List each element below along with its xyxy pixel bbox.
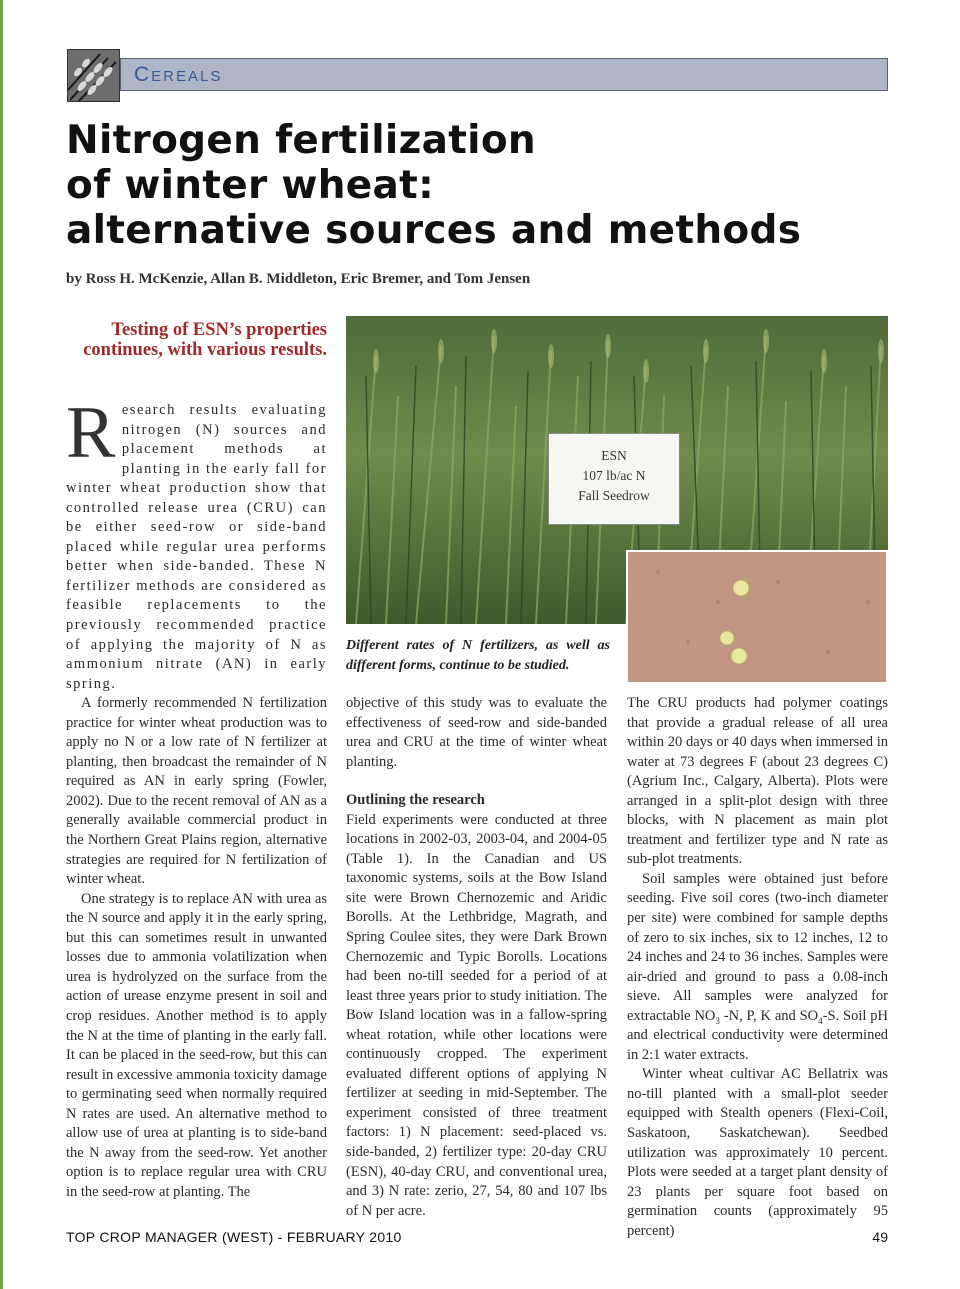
byline: by Ross H. McKenzie, Allan B. Middleton, Eric Bremer, and Tom Jensen [66,271,531,287]
wheat-logo-icon [67,49,120,102]
page-edge-bar [0,0,3,1289]
title-line-3: alternative sources and methods [66,208,802,253]
sign-line-2: 107 lb/ac N [582,468,646,483]
col1-paragraph-3: One strategy is to replace AN with urea as the N source and apply it in the early spring, but this can sometimes result in unwanted losses due to ammonia volatilization when urea is hydrolyzed on the surface from the action of urease enzyme present in soil and crop residues. Another method is to apply the N at the time of planting in the early fall. It can be placed in the seed-row, but this can result in excessive ammonia toxicity damage to germinating seed when normally required N rates are used. An alternative method to allow use of urea at planting is to side-band the N away from the seed-row. Yet another option is to replace regular urea with CRU in the seed-row at planting. The [66,890,327,1200]
subscript-3: 3 [715,1015,720,1026]
col2-paragraph-1: objective of this study was to evaluate the effectiveness of seed-row and side-banded urea and CRU at the time of winter wheat planting. [346,695,607,770]
drop-cap: R [66,392,117,474]
section-band [120,58,888,91]
sign-line-1: ESN [601,448,627,463]
title-line-2: of winter wheat: [66,163,435,208]
column-2 [346,694,607,1221]
col3-paragraph-2 [627,870,888,1065]
col2-paragraph-2: Field experiments were conducted at three locations in 2002-03, 2003-04, and 2004-05 (Table 1). In the Canadian and US taxonomic systems, soils at the Bow Island site were Brown Chernozemic and Aridic Borolls. At the Lethbridge, Magrath, and Spring Coulee sites, they were Dark Brown Chernozemic and Typic Borolls. Locations had been no-till seeded for a period of at least three years prior to study initiation. The Bow Island location was in a fallow-spring wheat rotation, while other locations were continuously cropped. The experiment evaluated different options of applying N fertilizer at seeding in mid-September. The experiment consisted of three treatment factors: 1) N placement: seed-placed vs. side-banded, 2) fertilizer type: 20-day CRU (ESN), 40-day CRU, and conventional urea, and 3) N rate: zerio, 27, 54, 80 and 107 lbs of N per acre. [346,811,607,1219]
col3-paragraph-1: The CRU products had polymer coatings that provide a gradual release of all urea within 20 days or 40 days when immersed in water at 73 degrees F (about 23 degrees C) (Agrium Inc., Calgary, Alberta). Plots were arranged in a split-plot design with three blocks, with N placement as main plot treatment and fertilizer type and N rate as sub-plot treatments. [627,695,888,868]
col3-p2-text-a: Soil samples were obtained just before seeding. Five soil cores (two-inch diameter per site) were combined for sample depths of zero to six inches, six to 12 inches, 12 to 24 inches and 24 to 36 inches. Samples were air-dried and ground to pass a 0.08-inch sieve. All samples were analyzed for extractable NO [627,870,888,1024]
subhead-outlining-research: Outlining the research [346,792,485,809]
page-number: 49 [872,1229,888,1245]
footer-publication: TOP CROP MANAGER (WEST) - FEBRUARY 2010 [66,1229,402,1245]
col1-paragraph-1 [66,392,327,694]
col3-p2-text-b: -N, P, K and SO [719,1007,819,1024]
col3-p2-text-c: -S. Soil pH and electrical conductivity were determined in 2:1 water extracts. [627,1007,888,1063]
column-1 [66,392,327,1202]
col1-paragraph-2: A formerly recommended N fertilization practice for winter wheat production was to apply no N or a low rate of N fertilizer at planting, then broadcast the remainder of N required as AN in early spring (Fowler, 2002). Due to the recent removal of AN as a generally available commercial product in the Northern Great Plains region, alternative strategies are required for N fertilization of winter wheat. [66,695,327,888]
title-line-1: Nitrogen fertilization [66,118,536,163]
photo-caption: Different rates of N fertilizers, as well as different forms, continue to be studied. [346,638,610,673]
article-title [66,118,866,253]
subscript-4: 4 [818,1015,823,1026]
section-name: Cereals [134,63,223,86]
sign-line-3: Fall Seedrow [578,488,650,503]
col3-paragraph-3: Winter wheat cultivar AC Bellatrix was no-till planted with a small-plot seeder equipped with Stealth openers (Flexi-Coil, Saskatoon, Saskatchewan). Seedbed utilization was approximately 10 percent. Plots were seeded at a target plant density of 23 plants per square foot based on germination counts (approximately 95 percent) [627,1066,888,1239]
fertilizer-granules-photo [626,550,888,684]
pull-quote: Testing of ESN’s properties continues, with various results. [83,320,327,360]
plot-sign [548,433,680,525]
col1-p1-text: esearch results evaluating nitrogen (N) sources and placement methods at planting in the early fall for winter wheat production show that controlled release urea (CRU) can be either seed-row or side-band placed while regular urea performs better when side-banded. These N fertilizer methods are considered as feasible replacements to the previously recommended practice of applying the majority of N as ammonium nitrate (AN) in early spring. [66,402,327,692]
column-3 [627,694,888,1241]
